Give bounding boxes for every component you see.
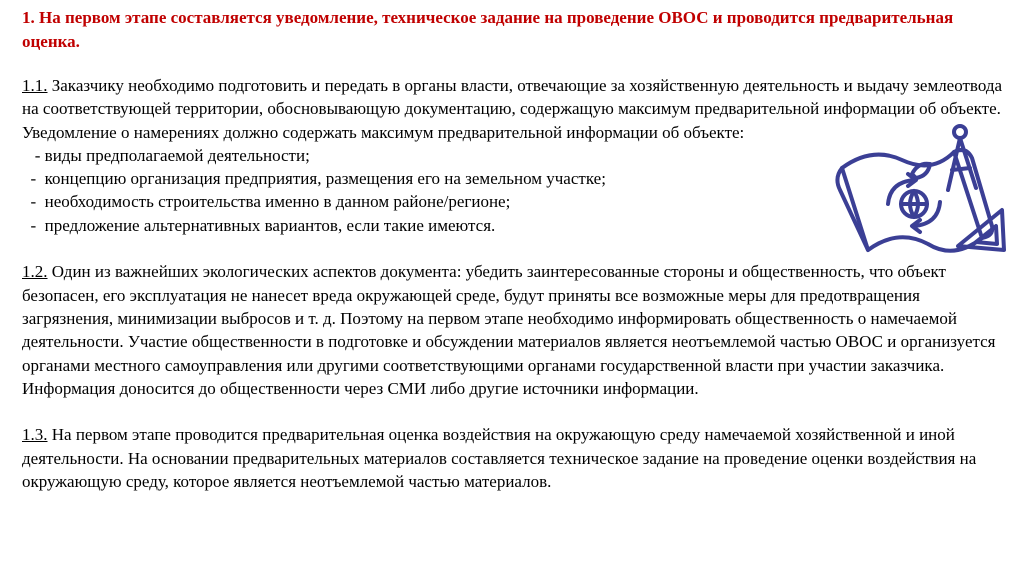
slide-title: 1. На первом этапе составляется уведомление, техническое задание на проведение ОВОС и проводится предварительная оценка.	[22, 8, 954, 51]
section-1-text: Заказчику необходимо подготовить и передать в органы власти, отвечающие за хозяйственную деятельность и выдачу землеотвода на соответствующей территории, обосновывающую документацию, содержащую максимум предварительной информации об объекте.	[22, 76, 1003, 119]
blueprint-compass-ecology-icon	[832, 118, 1010, 268]
bullet-item: - необходимость строительства именно в данном районе/регионе;	[22, 192, 511, 212]
section-1-paragraph	[22, 74, 1007, 121]
bullet-item: - предложение альтернативных вариантов, если такие имеются.	[22, 215, 496, 235]
section-3-paragraph	[22, 423, 1007, 493]
section-3-text: На первом этапе проводится предварительная оценка воздействия на окружающую среду намечаемой хозяйственной и иной деятельности. На основании предварительных материалов составляется техническое задание на проведение оценки воздействия на окружающую среду, которое является неотъемлемой частью материалов.	[22, 425, 977, 492]
section-2-text: Один из важнейших экологических аспектов документа: убедить заинтересованные стороны и общественность, что объект безопасен, его эксплуатация не нанесет вреда окружающей среде, будут приняты все возможные меры для предотвращения загрязнения, минимизации выбросов и т. д. Поэтому на первом этапе необходимо информировать общественность о намечаемой деятельности. Участие общественности в подготовке и обсуждении материалов является неотъемлемой частью ОВОС и организуется органами местного самоуправления или другими соответствующими органами государственной власти при участии заказчика. Информация доносится до общественности через СМИ либо другие источники информации.	[22, 262, 996, 398]
section-3-number: 1.3.	[22, 425, 48, 445]
section-2-paragraph	[22, 260, 1007, 400]
notice-heading: Уведомление о намерениях должно содержать максимум предварительной информации об объекте:	[22, 122, 745, 142]
section-1-number: 1.1.	[22, 76, 48, 95]
bullet-item: - виды предполагаемой деятельности;	[22, 145, 310, 165]
section-2-number: 1.2.	[22, 262, 48, 282]
bullet-item: - концепцию организация предприятия, размещения его на земельном участке;	[22, 169, 606, 189]
